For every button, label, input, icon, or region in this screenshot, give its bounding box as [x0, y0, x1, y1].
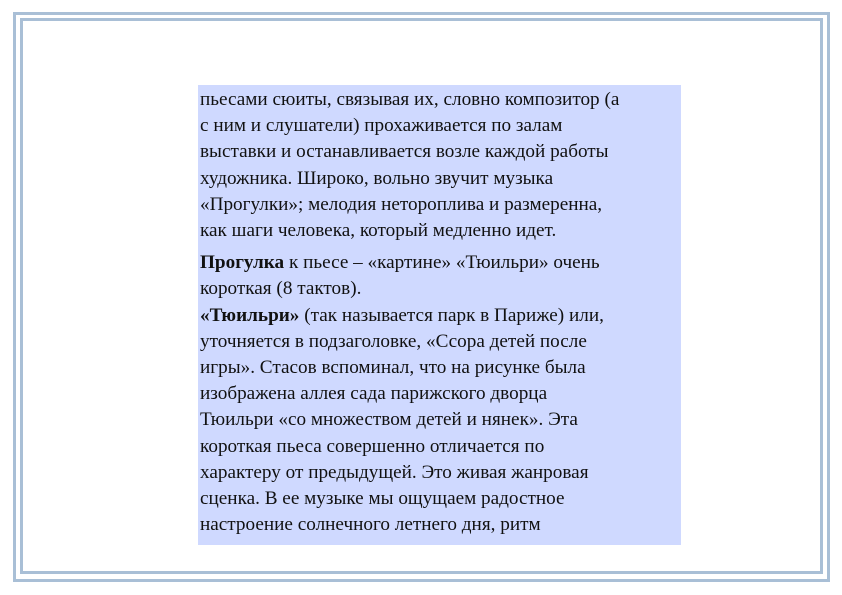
paragraph-intro: пьесами сюиты, связывая их, словно композитор (а с ним и слушатели) прохаживается по залам выставки и останавливается возле каждой работы художника. Широко, вольно звучит музыка «Прогулки»; мелодия нетороплива и размеренна, как шаги человека, который медленно идет.	[200, 89, 620, 242]
progulka-heading: Прогулка	[200, 252, 285, 274]
progulka-text: к пьесе – «картине» «Тюильри» очень короткая (8 тактов).	[200, 252, 600, 300]
text-box	[198, 85, 681, 545]
paragraph-progulka	[200, 250, 681, 302]
paragraph-tuileries	[200, 303, 681, 539]
tuileries-text: (так называется парк в Париже) или, уточняется в подзаголовке, «Ссора детей после игры». Стасов вспоминал, что на рисунке была изображена аллея сада парижского дворца Тюильри «со множеством детей и нянек». Эта короткая пьеса совершенно отличается по характеру от предыдущей. Это живая жанровая сценка. В ее музыке мы ощущаем радостное настроение солнечного летнего дня, ритм	[200, 304, 604, 536]
tuileries-heading: «Тюильри»	[200, 304, 300, 326]
